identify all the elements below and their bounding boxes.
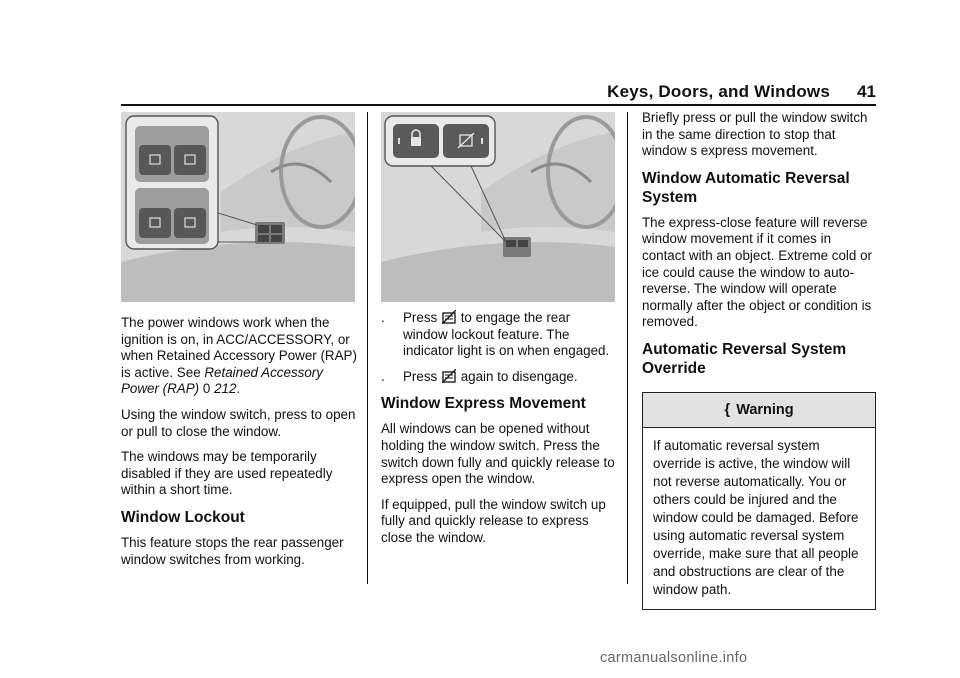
bullet-engage: . Press to engage the rear window lockout feature. The indicator light is on when engaged. — [381, 310, 610, 359]
auto-reversal-paragraph: The express-close feature will reverse window movement if it comes in contact with an object. Extreme cold or ice could cause the window to auto-reverse. The window will operate normally after the object or condition is removed. — [642, 214, 872, 330]
override-heading: Automatic Reversal System Override — [642, 340, 847, 377]
auto-reversal-heading: Window Automatic Reversal System — [642, 169, 850, 206]
lockout-paragraph: This feature stops the rear passenger window switches from working. — [121, 534, 344, 567]
middle-column — [381, 310, 617, 556]
section-title: Keys, Doors, and Windows — [607, 82, 830, 101]
window-lockout-icon — [442, 310, 456, 324]
warning-box — [642, 392, 876, 610]
warning-title: Warning — [736, 401, 794, 418]
page-number: 41 — [857, 82, 876, 101]
window-lockout-icon — [442, 369, 456, 383]
disable-paragraph: The windows may be temporarily disabled if they are used repeatedly within a short time. — [121, 449, 333, 498]
stop-paragraph: Briefly press or pull the window switch in the same direction to stop that window s express movement. — [642, 110, 868, 159]
window-lockout-figure — [381, 112, 615, 302]
left-column — [121, 315, 357, 577]
intro-paragraph: The power windows work when the ignition is on, in ACC/ACCESSORY, or when Retained Accessory Power (RAP) is active. See Retained Accessory Power (RAP) 0 212. — [121, 315, 357, 397]
page-ref-symbol: 0 — [202, 381, 211, 397]
column-divider — [367, 112, 368, 584]
express-paragraph-2: If equipped, pull the window switch up fully and quickly release to express close the window. — [381, 496, 606, 545]
bullet-disengage: . Press again to disengage. — [381, 368, 578, 384]
column-divider — [627, 112, 628, 584]
switch-paragraph: Using the window switch, press to open or pull to close the window. — [121, 406, 356, 439]
express-heading: Window Express Movement — [381, 395, 586, 413]
header-rule — [121, 104, 876, 106]
rap-link[interactable]: Retained Accessory Power (RAP) — [121, 364, 323, 397]
right-column — [642, 110, 876, 610]
window-switch-figure — [121, 112, 355, 302]
warning-text: If automatic reversal system override is active, the window will not reverse automatically. You or others could be injured and the window could be damaged. Before using automatic reversal system override, make sure that all people and obstructions are clear of the window path. — [653, 437, 859, 597]
bullet-marker: . — [381, 310, 385, 325]
lockout-heading: Window Lockout — [121, 508, 245, 526]
warning-header — [643, 393, 875, 428]
express-paragraph-1: All windows can be opened without holding the window switch. Press the switch down fully and quickly release to express open the window. — [381, 421, 615, 487]
page-ref[interactable]: 212 — [214, 381, 237, 397]
bullet-marker: . — [381, 368, 385, 384]
warning-triangle-icon: { — [724, 400, 731, 418]
watermark: carmanualsonline.info — [600, 650, 748, 666]
